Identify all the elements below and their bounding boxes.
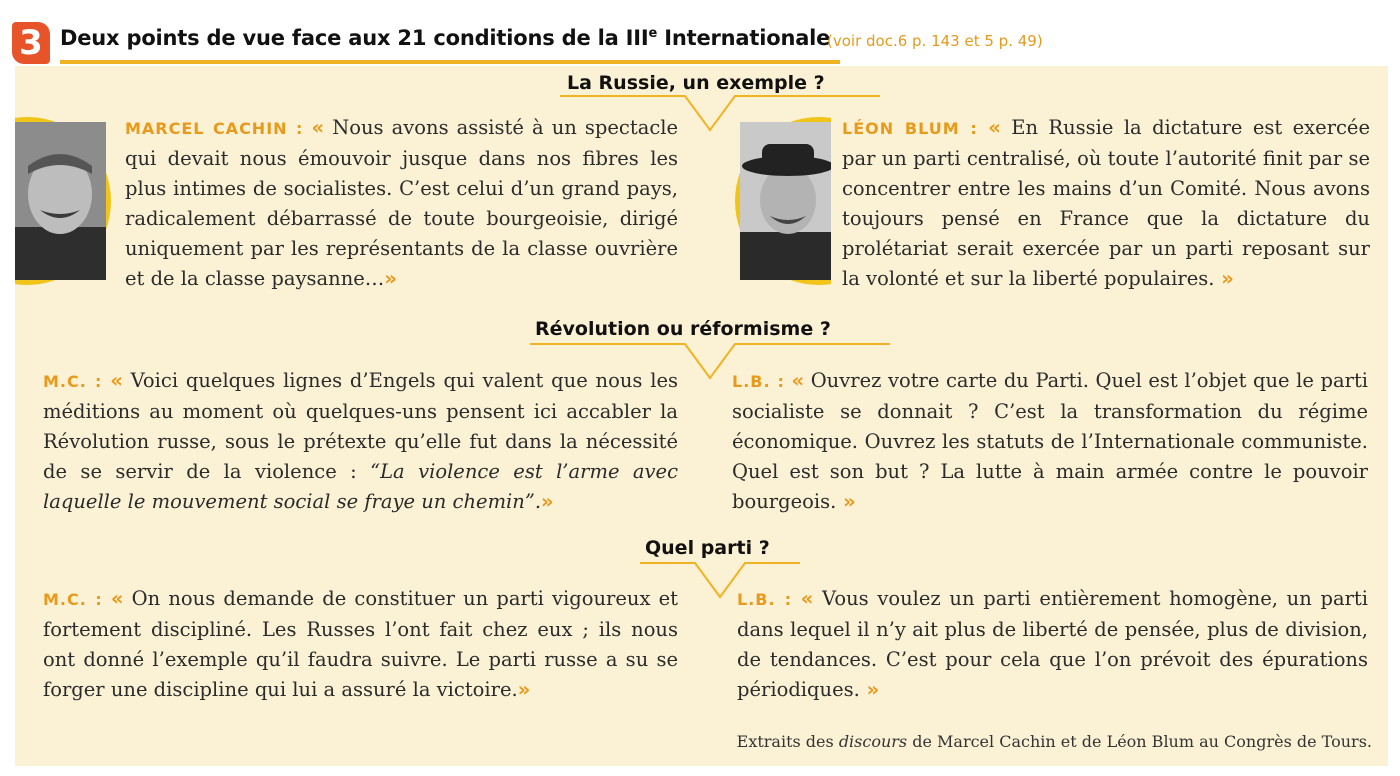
quote-text: Ouvrez votre carte du Parti. Quel est l’objet que le parti socialiste se donnait ? C’est la transformation du régime économique. Ouvrez les statuts de l’Internationale communiste. Quel est son but ? La lutte à main armée contre le pouvoir bourgeois.: [732, 369, 1369, 513]
quote-blum-party: [737, 584, 1368, 705]
section-title-russia: La Russie, un exemple ?: [567, 72, 825, 94]
title-underline: [60, 60, 840, 64]
open-quote: «: [791, 369, 805, 392]
document-number-badge: 3: [12, 22, 50, 64]
close-quote: »: [517, 678, 531, 701]
engels-citation: “La violence est l’arme avec laquelle le mouvement social se fraye un chemin”.: [43, 460, 678, 513]
quote-cachin-revolution: [43, 366, 678, 517]
portrait-marcel-cachin: [15, 117, 111, 287]
title-main: Deux points de vue face aux 21 conditions de la III: [60, 26, 649, 50]
section-title-party: Quel parti ?: [645, 537, 770, 559]
source-citation: [737, 732, 1372, 751]
quote-cachin-party: [43, 584, 678, 705]
close-quote: »: [836, 490, 856, 513]
speaker-label: MARCEL CACHIN :: [125, 119, 304, 138]
speaker-label: LÉON BLUM :: [842, 119, 978, 138]
quote-text: On nous demande de constituer un parti vigoureux et fortement discipliné. Les Russes l’ont fait chez eux ; ils nous ont donné l’exemple qu’il faudra suivre. Le parti russe a su se forger une discipline qui lui a assuré la victoire.: [43, 587, 679, 701]
document-title: [60, 26, 830, 50]
quote-cachin-russia: [125, 113, 678, 294]
open-quote: «: [311, 116, 325, 139]
speaker-label: L.B. :: [737, 590, 793, 609]
man-portrait-icon: [15, 122, 106, 280]
speaker-label: M.C. :: [43, 590, 103, 609]
man-with-hat-portrait-icon: [740, 122, 831, 280]
source-italic: discours: [838, 732, 908, 751]
source-after: de Marcel Cachin et de Léon Blum au Congrès de Tours.: [907, 732, 1372, 751]
quote-text: En Russie la dictature est exercée par un parti centralisé, où toute l’autorité finit par se concentrer entre les mains d’un Comité. Nous avons toujours pensé en France que la dictature du prolétariat serait exercée par un parti reposant sur la volonté et sur la liberté populaires.: [842, 116, 1371, 290]
quote-blum-revolution: [732, 366, 1368, 517]
speaker-label: L.B. :: [732, 372, 785, 391]
quote-text: Nous avons assisté à un spectacle qui devait nous émouvoir jusque dans nos fibres les plus intimes de socialistes. C’est celui d’un grand pays, radicalement débarrassé de toute bourgeoisie, dirigé uniquement par les représentants de la classe ouvrière et de la classe paysanne…: [125, 116, 679, 290]
title-superscript: e: [648, 26, 658, 41]
document-header: [12, 22, 1392, 66]
open-quote: «: [800, 587, 814, 610]
open-quote: «: [110, 587, 124, 610]
open-quote: «: [110, 369, 123, 392]
quote-blum-russia: [842, 113, 1370, 294]
close-quote: »: [384, 267, 397, 290]
quote-text: Voici quelques lignes d’Engels qui valent que nous les méditions au moment où quelques-uns pensent ici accabler la Révolution russe, sous le prétexte qu’elle fut dans la nécessité de se servir de la violence :: [43, 369, 679, 483]
close-quote: »: [859, 678, 880, 701]
source-before: Extraits des: [736, 732, 839, 751]
speaker-label: M.C. :: [43, 372, 103, 391]
section-title-revolution: Révolution ou réformisme ?: [535, 318, 831, 340]
open-quote: «: [988, 116, 1001, 139]
close-quote: »: [541, 490, 554, 513]
portrait-leon-blum: [735, 117, 831, 287]
title-end: Internationale: [657, 26, 831, 50]
close-quote: »: [1214, 267, 1234, 290]
quote-text: Vous voulez un parti entièrement homogène, un parti dans lequel il n’y ait plus de liberté de pensée, plus de division, de tendances. C’est pour cela que l’on prévoit des épurations périodiques.: [737, 587, 1368, 701]
document-reference: (voir doc.6 p. 143 et 5 p. 49): [827, 32, 1043, 50]
